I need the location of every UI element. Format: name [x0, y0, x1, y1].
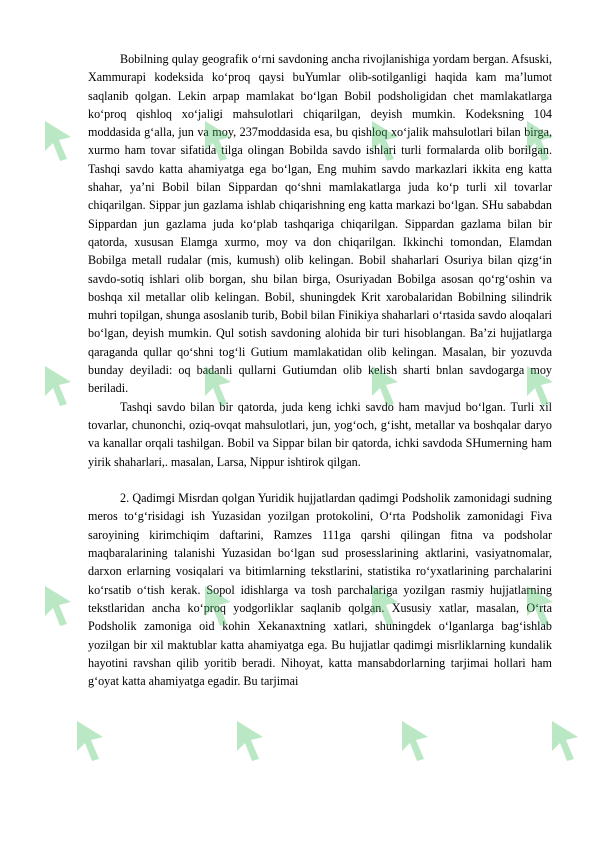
paragraph-1: Bobilning qulay geografik oʻrni savdoning ancha rivojlanishiga yordam bergan. Afsuski, Xammurapi kodeksida koʻproq qaysi buYumlar olib-sotilganligi haqida kam maʼlumot saqlanib qolgan. Lekin arpap mamlakat boʻlgan Bobil podsholigidan chet mamlakatlarga koʻproq qishloq xoʻjaligi mahsulotlari chiqarilgan, deyish mumkin. Kodeksning 104 moddasida gʻalla, jun va moy, 237moddasida esa, bu qishloq xoʻjalik mahsulotlari bilan birga, xurmo ham tovar sifatida tilga olingan Bobilda savdo ishlari turli formalarda olib borilgan. Tashqi savdo katta ahamiyatga ega boʻlgan, Eng muhim savdo markazlari ikkita eng katta shahar, yaʼni Bobil bilan Sippardan qoʻshni mamlakatlarga juda koʻp turli xil tovarlar chiqarilgan. Sippar jun gazlama ishlab chiqarishning eng katta markazi boʻlgan. SHu sababdan Sippardan jun gazlama juda koʻplab tashqariga chiqarilgan. Sippardan gazlama bilan bir qatorda, xususan Elamga xurmo, moy va don chiqarilgan. Ikkinchi tomondan, Elamdan Bobilga metall rudalar (mis, kumush) olib kelingan. Bobil shaharlari Osuriya bilan qizgʻin savdo-sotiq ishlari olib borgan, shu bilan birga, Osuriyadan Bobilga asosan qoʻrgʻoshin va boshqa xil metallar olib kelingan. Bobil, shuningdek Krit xarobalaridan Bobilning silindrik muhri topilgan, shunga asoslanib turib, Bobil bilan Finikiya shaharlari oʻrtasida savdo aloqalari boʻlgan, deyish mumkin. Qul sotish savdoning alohida bir turi hisoblangan. Baʼzi hujjatlarga qaraganda qullar qoʻshni togʻli Gutium mamlakatidan olib kelingan. Masalan, bir yozuvda bunday deyiladi: oq badanli qullarni Gutiumdan olib kelish sharti bnlan savdogarga moy beriladi. — [88, 52, 552, 396]
arrow-logo-icon — [398, 717, 432, 763]
paragraph-2: Tashqi savdo bilan bir qatorda, juda keng ichki savdo ham mavjud boʻlgan. Turli xil tovarlar, chunonchi, oziq-ovqat mahsulotlari, jun, yogʻoch, gʻisht, metallar va boshqalar daryo va kanallar orqali tashilgan. Bobil va Sippar bilan bir qatorda, ichki savdoda SHumerning ham yirik shaharlari,. masalan, Larsa, Nippur ishtirok qilgan. — [88, 399, 552, 469]
arrow-logo-icon — [41, 582, 75, 628]
arrow-logo-icon — [548, 717, 582, 763]
arrow-logo-icon — [41, 362, 75, 408]
arrow-logo-icon — [73, 717, 107, 763]
arrow-logo-icon — [41, 117, 75, 163]
paragraph-gap — [88, 471, 552, 489]
arrow-logo-icon — [233, 717, 267, 763]
paragraph-3: 2. Qadimgi Misrdan qolgan Yuridik hujjatlardan qadimgi Podsholik zamonidagi sudning meros toʻgʻrisidagi ish Yuzasidan yozilgan protokolini, Oʻrta Podsholik zamonidagi Fiva saroyining kirimchiqim daftarini, Ramzes 111ga qarshi qilingan fitna va podsholar maqbaralarining talanishi Yuzasidan boʻlgan sud prosesslarining aktlarini, vasiyatnomalar, darxon erlarning vosiqalari va bitimlarning tekstlarini, statistika roʻyxatlarining parchalarini koʻrsatib oʻtish kerak. Sopol idishlarga va tosh parchalariga yozilgan rasmiy hujjatlarning tekstlaridan ancha koʻproq yodgorliklar saqlanib qolgan. Xususiy xatlar, masalan, Oʻrta Podsholik zamoniga oid kohin Xekanaxtning xatlari, shuningdek oʻlganlarga bagʻishlab yozilgan bir xil maktublar katta ahamiyatga ega. Bu hujjatlar qadimgi misrliklarning kundalik hayotini ravshan qilib yoritib beradi. Nihoyat, katta mansabdorlarning tarjimai hollari ham gʻoyat katta ahamiyatga egadir. Bu tarjimai — [88, 491, 552, 689]
document-page — [88, 50, 552, 690]
